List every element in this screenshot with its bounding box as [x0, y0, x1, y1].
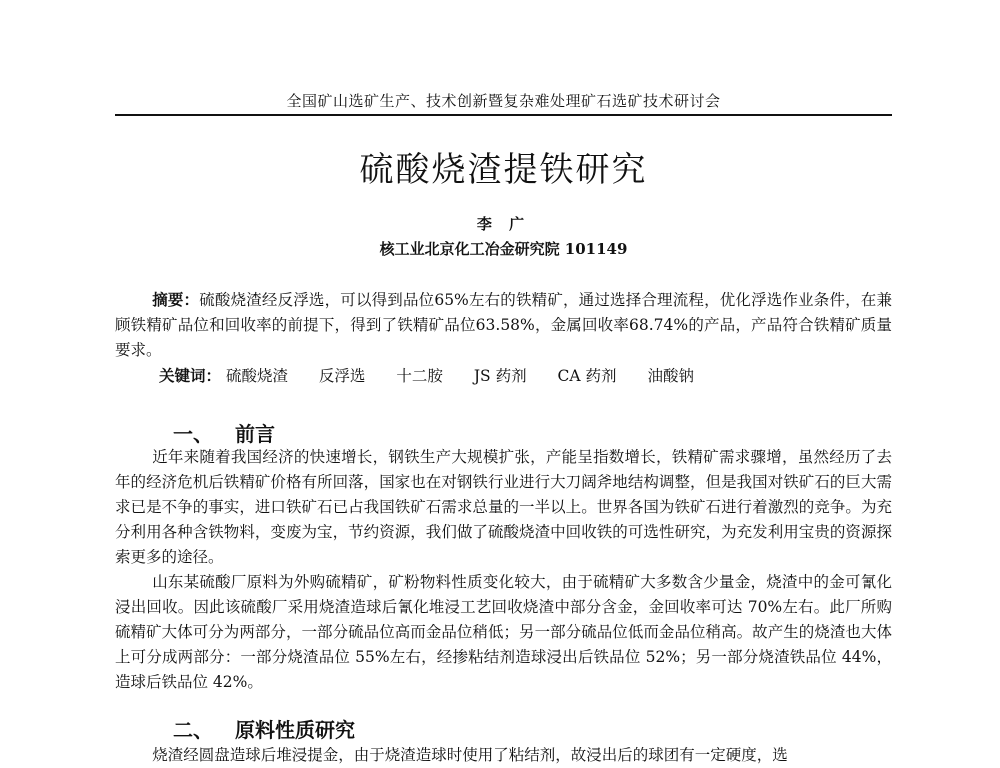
- section-title: 原料性质研究: [235, 718, 355, 742]
- keywords: [159, 364, 720, 386]
- article-title: 硫酸烧渣提铁研究: [359, 150, 648, 190]
- running-header: 全国矿山选矿生产、技术创新暨复杂难处理矿石选矿技术研讨会: [286, 92, 721, 110]
- abstract-label: 摘要：: [152, 291, 200, 309]
- author: 李 广: [476, 215, 531, 233]
- keyword: 十二胺: [396, 367, 443, 385]
- paragraph: 山东某硫酸厂原料为外购硫精矿，矿粉物料性质变化较大，由于硫精矿大多数含少量金，烧渣中的金可氰化浸出回收。因此该硫酸厂采用烧渣造球后氰化堆浸工艺回收烧渣中部分含金，金回收率可达 70%左右。此厂所购硫精矿大体可分为两部分，一部分硫品位高而金品位稍低；另一部分硫品位低而金品位稍高。故产生的烧渣也大体上可分成两部分：一部分烧渣品位 55%左右，经掺粘结剂造球浸出后铁品位 52%；另一部分烧渣铁品位 44%，造球后铁品位 42%。: [115, 573, 892, 691]
- affiliation: 核工业北京化工冶金研究院 101149: [379, 240, 628, 258]
- abstract: [115, 288, 892, 363]
- keyword: CA 药剂: [557, 367, 617, 385]
- section-heading-materials: [173, 714, 355, 743]
- keyword: 硫酸烧渣: [225, 367, 288, 385]
- header-rule: [115, 114, 892, 116]
- section-title: 前言: [235, 422, 275, 446]
- keyword: 油酸钠: [647, 367, 694, 385]
- paragraph: 近年来随着我国经济的快速增长，钢铁生产大规模扩张，产能呈指数增长，铁精矿需求骤增，虽然经历了去年的经济危机后铁精矿价格有所回落，国家也在对钢铁行业进行大刀阔斧地结构调整，但是我国对铁矿石的巨大需求已是不争的事实，进口铁矿石已占我国铁矿石需求总量的一半以上。世界各国为铁矿石进行着激烈的竞争。为充分利用各种含铁物料，变废为宝，节约资源，我们做了硫酸烧渣中回收铁的可选性研究，为充发利用宝贵的资源探索更多的途径。: [115, 448, 892, 566]
- keyword: JS 药剂: [473, 367, 527, 385]
- abstract-text: 硫酸烧渣经反浮选，可以得到品位65%左右的铁精矿，通过选择合理流程，优化浮选作业条件，在兼顾铁精矿品位和回收率的前提下，得到了铁精矿品位63.58%，金属回收率68.74%的产品，产品符合铁精矿质量要求。: [115, 291, 892, 359]
- keywords-label: 关键词：: [159, 367, 222, 385]
- keyword: 反浮选: [318, 367, 366, 385]
- paragraph: 烧渣经圆盘造球后堆浸提金，由于烧渣造球时使用了粘结剂，故浸出后的球团有一定硬度，选: [152, 746, 788, 764]
- section-number: 一、: [173, 422, 213, 446]
- section-number: 二、: [173, 718, 213, 742]
- section-heading-preface: [173, 418, 275, 447]
